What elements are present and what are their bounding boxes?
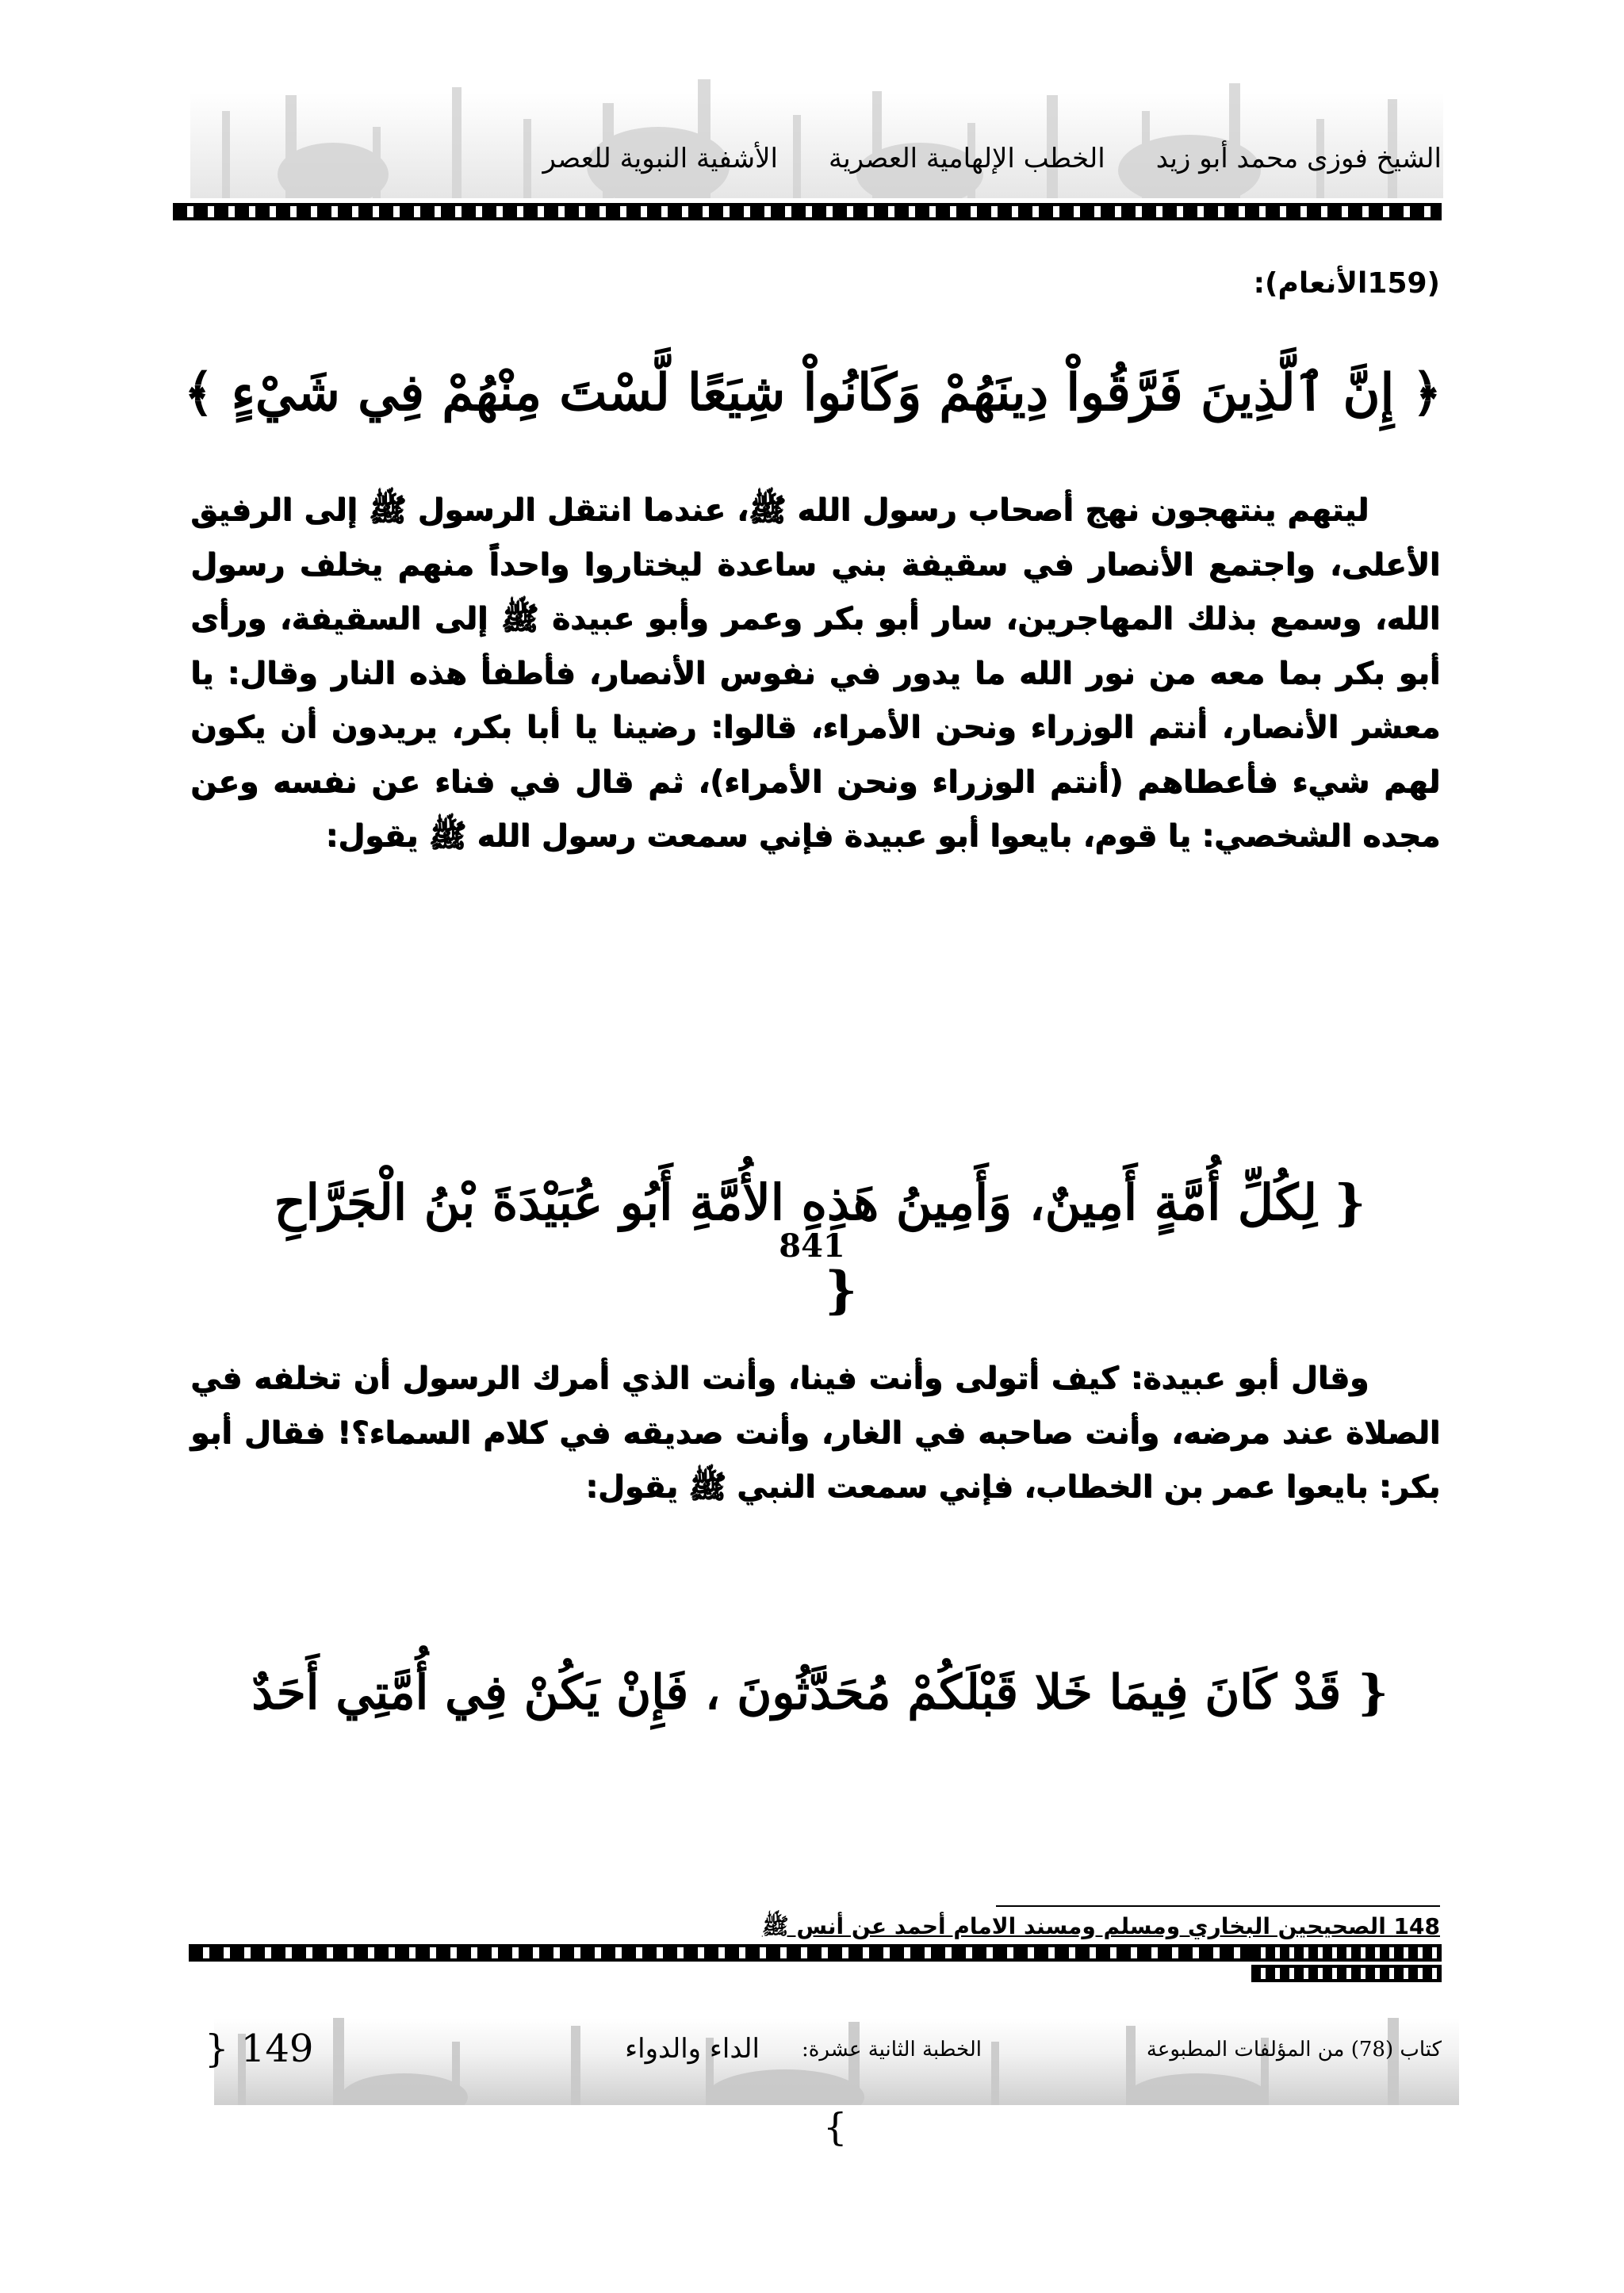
mosque-silhouette-footer-icon [214, 2018, 1459, 2105]
footnote-marker: 841 [779, 1227, 845, 1265]
quran-reference: (159الأنعام): [1253, 267, 1440, 300]
footer-rule-right [1251, 1944, 1442, 1962]
para1-line: وعمر وأبو عبيدة ﷺ إلى السقيفة، ورأى أبو بكر بما معه من نور الله ما [190, 601, 1440, 691]
para1-line: واحداً منهم يخلف رسول الله، وسمع بذلك المهاجرين، سار أبو بكر [190, 546, 1440, 637]
header-decoration [190, 48, 1443, 198]
mosque-silhouette-icon [190, 48, 1443, 198]
header-rule [173, 203, 1442, 220]
para2-line: أن تخلفه في الصلاة عند مرضه، وأنت صاحبه في الغار، وأنت صديقه [190, 1361, 1440, 1451]
page-number: 149 { [205, 2027, 314, 2071]
para2-line: النبي ﷺ يقول: [585, 1469, 816, 1505]
header-title: الأشفية النبوية للعصر [542, 143, 778, 174]
header-author: الشيخ فوزى محمد أبو زيد [1155, 143, 1442, 174]
para1-line: يدور في نفوس الأنصار، فأطفأ هذه النار وقال: يا معشر الأنصار، أنتم [190, 655, 1441, 745]
para1-line: ليتهم ينتهجون نهج أصحاب رسول الله ﷺ، عندما انتقل الرسول ﷺ [369, 492, 1369, 528]
para1-line: يقول: [325, 818, 419, 854]
footer-brace: { [823, 2105, 848, 2149]
para2-line: في كلام السماء؟! فقال أبو بكر: بايعوا عمر بن الخطاب، فإني سمعت [190, 1414, 1440, 1505]
para1-line: شيء فأعطاهم (أنتم الوزراء ونحن الأمراء)، ثم قال في فناء عن نفسه [273, 764, 1369, 800]
header-series: الخطب الإلهامية العصرية [828, 143, 1105, 174]
quran-verse: ﴿ إِنَّ ٱلَّذِينَ فَرَّقُواْ دِينَهُمْ وَكَانُواْ شِيَعًا لَّسْتَ مِنْهُمْ فِي شَيْءٍ ﴾ [183, 363, 1442, 423]
para1-line: إلى الرفيق الأعلى، واجتمع الأنصار في سقيفة بني ساعدة ليختاروا [190, 492, 1440, 583]
footer-book: كتاب (78) من المؤلفات المطبوعة [1146, 2038, 1442, 2061]
footer-sermon: الخطبة الثانية عشرة: [802, 2038, 982, 2061]
hadith-2: { قَدْ كَانَ فِيمَا خَلا قَبْلَكُمْ مُحَدَّثُونَ ، فَإِنْ يَكُنْ فِي أُمَّتِي أَحَدٌ [251, 1665, 1388, 1721]
footer-decoration [214, 2018, 1459, 2105]
para1-line: وعن مجده الشخصي: يا قوم، بايعوا أبو عبيدة فإني سمعت رسول الله ﷺ [190, 764, 1440, 854]
para2-line: وقال أبو عبيدة: كيف أتولى وأنت فينا، وأنت الذي أمرك الرسول [402, 1361, 1369, 1396]
footer-rule-right-2 [1251, 1965, 1442, 1982]
closing-brace: } [825, 1261, 858, 1320]
body-paragraph-2 [190, 1352, 1440, 1515]
running-header [173, 143, 1442, 174]
body-paragraph-1 [190, 484, 1440, 864]
hadith-1: { لِكُلِّ أُمَّةٍ أَمِينٌ، وَأَمِينُ هَذِهِ الأُمَّةِ أَبُو عُبَيْدَةَ بْنُ الْجَرَّاحِ [274, 1173, 1366, 1231]
para1-line: الوزراء ونحن الأمراء، قالوا: رضينا يا أبا بكر، يريدون أن يكون لهم [190, 710, 1441, 800]
footer-rule-left [189, 1944, 1251, 1962]
footer-sermon-title: الداء والدواء [625, 2033, 760, 2065]
footnote-text: 148 الصحيحين البخاري ومسلم ومسند الامام أحمد عن أنس ﷺ [761, 1913, 1440, 1939]
footnote-separator [996, 1905, 1440, 1907]
